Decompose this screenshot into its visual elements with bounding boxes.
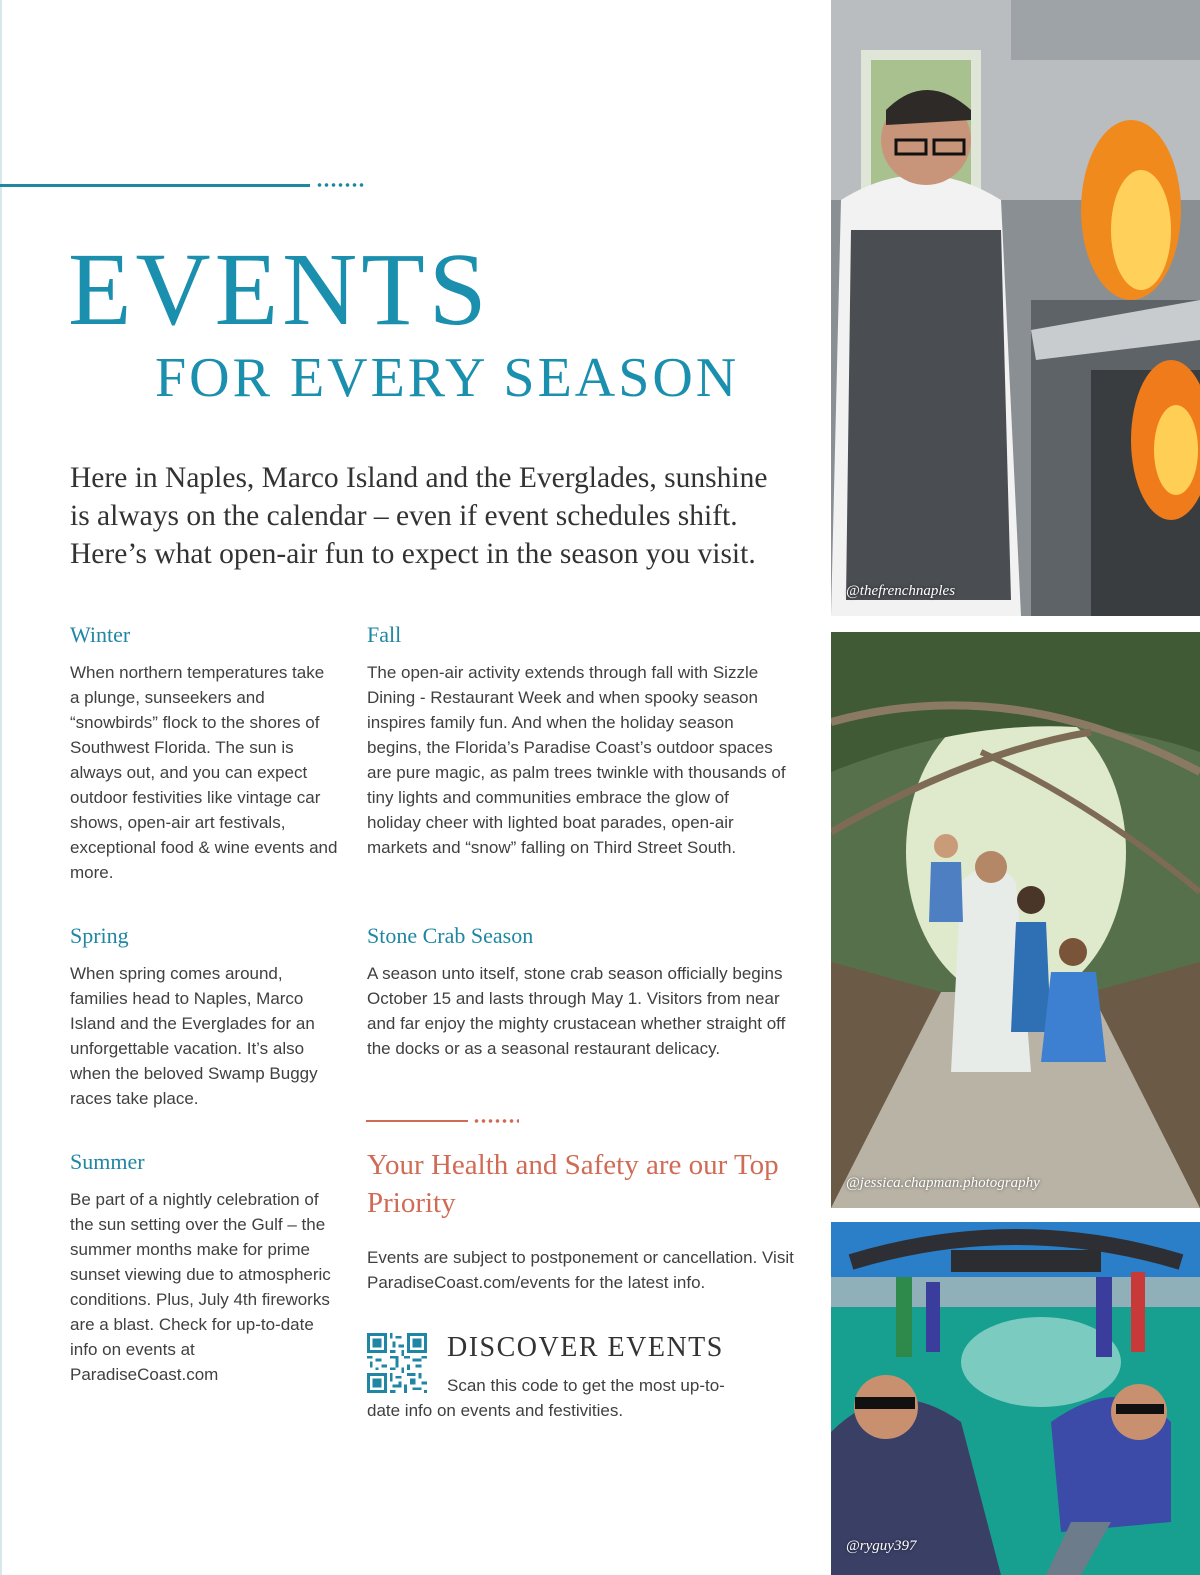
section-text-spring: When spring comes around, families head to Naples, Marco Island and the Everglades for an unforgettable vacation. It’s also when the beloved Swamp Buggy races take place.: [70, 964, 318, 1108]
health-rule-dots: [473, 1118, 519, 1124]
photo-chef: [831, 0, 1200, 616]
photo-credit-1: @thefrenchnaples: [846, 583, 956, 599]
section-spring: [70, 923, 338, 1111]
health-title: Your Health and Safety are our Top Priority: [367, 1149, 779, 1219]
section-text-winter: When northern temperatures take a plunge, sunseekers and “snowbirds” flock to the shores of Southwest Florida. The sun is always out, and you can expect outdoor festivities like vintage car shows, open-air art festivals, exceptional food & wine events and more.: [70, 663, 338, 882]
photo-parasail: [831, 1222, 1200, 1575]
page-edge-line: [0, 0, 2, 1575]
section-text-summer: Be part of a nightly celebration of the sun setting over the Gulf – the summer months make for prime sunset viewing due to atmospheric conditions. Plus, July 4th fireworks are a blast. Check for up-to-date info on events at ParadiseCoast.com: [70, 1190, 331, 1384]
section-heading-spring: Spring: [70, 923, 129, 948]
intro-paragraph: Here in Naples, Marco Island and the Everglades, sunshine is always on the calendar – even if event schedules shift. Here’s what open-air fun to expect in the season you visit.: [70, 462, 768, 570]
health-text: Events are subject to postponement or cancellation. Visit ParadiseCoast.com/events for the latest info.: [367, 1248, 794, 1292]
health-rule: [366, 1120, 468, 1122]
section-text-fall: The open-air activity extends through fall with Sizzle Dining - Restaurant Week and when spooky season inspires family fun. And when the holiday season begins, the Florida’s Paradise Coast’s outdoor spaces are pure magic, as palm trees twinkle with thousands of tiny lights and communities embrace the glow of holiday cheer with lighted boat parades, open-air markets and “snow” falling on Third Street South.: [367, 663, 786, 857]
header-rule-dots: [316, 182, 364, 188]
discover-title: DISCOVER EVENTS: [447, 1332, 724, 1363]
photo-credit-2: @jessica.chapman.photography: [846, 1175, 1040, 1191]
section-winter: [70, 622, 338, 885]
section-heading-fall: Fall: [367, 622, 402, 647]
section-heading-winter: Winter: [70, 622, 131, 647]
section-text-stone-crab: A season unto itself, stone crab season officially begins October 15 and lasts through May 1. Visitors from near and far enjoy the mighty crustacean whether straight off the docks or as a seasonal restaurant delicacy.: [367, 964, 786, 1058]
discover-text: Scan this code to get the most up-to-date info on events and festivities.: [367, 1376, 725, 1420]
header-rule: [0, 184, 310, 187]
photo-credit-3: @ryguy397: [846, 1538, 917, 1554]
page-subtitle: FOR EVERY SEASON: [155, 347, 740, 409]
page-title: EVENTS: [68, 232, 491, 347]
section-fall: [367, 622, 787, 860]
photo-family: [831, 632, 1200, 1208]
section-heading-stone-crab: Stone Crab Season: [367, 923, 534, 948]
section-heading-summer: Summer: [70, 1149, 145, 1174]
section-stone-crab: [367, 923, 787, 1061]
section-summer: [70, 1149, 338, 1387]
